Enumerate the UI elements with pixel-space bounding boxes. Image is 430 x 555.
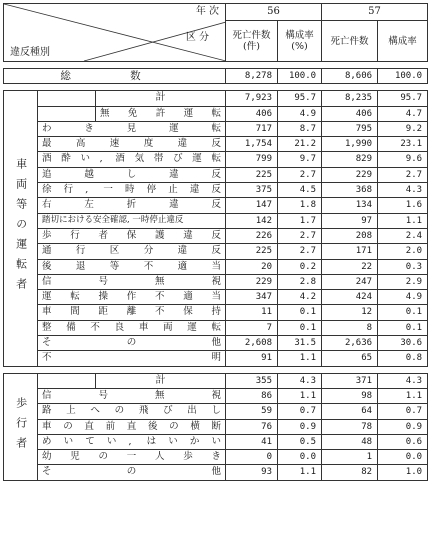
vehicle-violation-deaths-56: 142 (226, 213, 278, 228)
vehicle-violation-row (4, 274, 428, 289)
vehicle-violation-ratio-57: 30.6 (378, 336, 428, 351)
pedestrian-violation-deaths-57: 82 (322, 465, 378, 480)
vehicle-violation-deaths-57: 424 (322, 290, 378, 305)
pedestrian-subtotal-row (4, 373, 428, 388)
pedestrian-violation-ratio-57: 1.0 (378, 465, 428, 480)
vehicle-violation-row (4, 198, 428, 213)
vehicle-subtotal-label: 計 (96, 91, 226, 106)
vehicle-violation-deaths-56: 226 (226, 228, 278, 243)
mumenkyo-deaths-57: 406 (322, 106, 378, 121)
vehicle-violation-ratio-56: 4.5 (278, 183, 322, 198)
pedestrian-violation-deaths-56: 0 (226, 450, 278, 465)
vehicle-violation-label: 酒酔い, 酒気帯び運転 (38, 152, 226, 167)
pedestrian-violation-deaths-57: 78 (322, 419, 378, 434)
vehicle-violation-deaths-57: 229 (322, 167, 378, 182)
vehicle-violation-row (4, 121, 428, 136)
vehicle-violation-ratio-56: 4.2 (278, 290, 322, 305)
total-row (4, 69, 428, 84)
total-label: 総 数 (4, 69, 226, 84)
vehicle-violation-ratio-57: 2.4 (378, 228, 428, 243)
header-year-56: 56 (226, 4, 322, 21)
vehicle-violation-ratio-57: 2.0 (378, 244, 428, 259)
pedestrian-violation-deaths-57: 1 (322, 450, 378, 465)
header-ratio-56-text: 構成率 (%) (285, 30, 314, 52)
vehicle-violation-deaths-56: 2,608 (226, 336, 278, 351)
vehicle-violation-ratio-56: 8.7 (278, 121, 322, 136)
vehicle-violation-deaths-57: 134 (322, 198, 378, 213)
vehicle-subtotal-ratio-56: 95.7 (278, 91, 322, 106)
vehicle-violation-label: 通行区分違反 (38, 244, 226, 259)
pedestrian-violation-row (4, 465, 428, 480)
pedestrian-subtotal-deaths-57: 371 (322, 373, 378, 388)
vehicle-violation-label: 徐行, 一時停止違反 (38, 183, 226, 198)
vehicle-violation-row (4, 351, 428, 366)
pedestrian-violation-ratio-56: 1.1 (278, 465, 322, 480)
vehicle-violation-ratio-56: 0.1 (278, 320, 322, 335)
pedestrian-violation-ratio-56: 0.9 (278, 419, 322, 434)
vehicle-violation-label: 追越し違反 (38, 167, 226, 182)
pedestrian-violation-row (4, 450, 428, 465)
vehicle-violation-deaths-56: 91 (226, 351, 278, 366)
pedestrian-violation-ratio-56: 1.1 (278, 388, 322, 403)
vehicle-violation-deaths-57: 22 (322, 259, 378, 274)
pedestrian-subtotal-ratio-56: 4.3 (278, 373, 322, 388)
vehicle-subtotal-deaths-57: 8,235 (322, 91, 378, 106)
vehicle-violation-label: 歩行者保護違反 (38, 228, 226, 243)
vehicle-violation-label: 右左折違反 (38, 198, 226, 213)
vehicle-violation-ratio-57: 0.1 (378, 305, 428, 320)
pedestrian-violation-label: 路上への飛び出し (38, 404, 226, 419)
vehicle-violation-ratio-57: 9.6 (378, 152, 428, 167)
vehicle-violation-deaths-57: 208 (322, 228, 378, 243)
pedestrian-violation-deaths-56: 93 (226, 465, 278, 480)
vehicle-violation-deaths-56: 7 (226, 320, 278, 335)
vehicle-violation-ratio-57: 2.7 (378, 167, 428, 182)
pedestrian-violation-deaths-57: 64 (322, 404, 378, 419)
pedestrian-violation-deaths-57: 48 (322, 434, 378, 449)
pedestrian-violation-deaths-57: 98 (322, 388, 378, 403)
vehicle-subtotal-deaths-56: 7,923 (226, 91, 278, 106)
pedestrian-violation-ratio-56: 0.5 (278, 434, 322, 449)
vehicle-violation-label: 踏切における安全確認, 一時停止違反 (38, 213, 226, 228)
vehicle-violation-deaths-57: 795 (322, 121, 378, 136)
pedestrian-violation-ratio-57: 0.0 (378, 450, 428, 465)
vehicle-violation-deaths-57: 2,636 (322, 336, 378, 351)
total-ratio-56: 100.0 (278, 69, 322, 84)
vehicle-violation-label: 後退等不適当 (38, 259, 226, 274)
vehicle-violation-deaths-57: 829 (322, 152, 378, 167)
vehicle-violation-ratio-56: 2.8 (278, 274, 322, 289)
pedestrian-group-label: 歩行者 (4, 373, 38, 480)
vehicle-violation-ratio-56: 1.8 (278, 198, 322, 213)
vehicle-violation-deaths-56: 225 (226, 167, 278, 182)
pedestrian-violation-deaths-56: 41 (226, 434, 278, 449)
vehicle-violation-row (4, 228, 428, 243)
pedestrian-violation-ratio-57: 0.9 (378, 419, 428, 434)
header-kubun-label: 区 分 (185, 32, 210, 43)
vehicle-violation-ratio-56: 2.7 (278, 167, 322, 182)
pedestrian-violation-row (4, 419, 428, 434)
vehicle-violation-label: 不 明 (38, 351, 226, 366)
pedestrian-violation-ratio-57: 1.1 (378, 388, 428, 403)
pedestrian-subtotal-ratio-57: 4.3 (378, 373, 428, 388)
vehicle-violation-row (4, 244, 428, 259)
header-row-year (4, 4, 428, 21)
traffic-violation-table (3, 3, 428, 481)
vehicle-violation-deaths-57: 65 (322, 351, 378, 366)
pedestrian-violation-deaths-56: 86 (226, 388, 278, 403)
vehicle-subtotal-spacer (38, 91, 96, 106)
vehicle-violation-ratio-57: 0.1 (378, 320, 428, 335)
vehicle-violation-ratio-56: 0.2 (278, 259, 322, 274)
header-deaths-57: 死亡件数 (322, 21, 378, 62)
pedestrian-violation-label: 車の直前直後の横断 (38, 419, 226, 434)
vehicle-violation-ratio-56: 2.7 (278, 244, 322, 259)
pedestrian-violation-row (4, 434, 428, 449)
pedestrian-violation-label: 信号無視 (38, 388, 226, 403)
vehicle-violation-deaths-57: 171 (322, 244, 378, 259)
vehicle-violation-deaths-56: 375 (226, 183, 278, 198)
pedestrian-violation-label: めいてい, はいかい (38, 434, 226, 449)
header-deaths-56-text: 死亡件数 (件) (232, 30, 271, 52)
pedestrian-subtotal-spacer (38, 373, 96, 388)
total-ratio-57: 100.0 (378, 69, 428, 84)
pedestrian-subtotal-deaths-56: 355 (226, 373, 278, 388)
vehicle-violation-deaths-57: 368 (322, 183, 378, 198)
vehicle-violation-row (4, 183, 428, 198)
vehicle-violation-ratio-56: 1.1 (278, 351, 322, 366)
vehicle-violation-row (4, 137, 428, 152)
header-category-label: 違反種別 (10, 47, 50, 58)
vehicle-subtotal-ratio-57: 95.7 (378, 91, 428, 106)
vehicle-violation-label: わき見運転 (38, 121, 226, 136)
pedestrian-violation-row (4, 404, 428, 419)
total-deaths-56: 8,278 (226, 69, 278, 84)
mumenkyo-label: 無免許運転 (96, 106, 226, 121)
mumenkyo-deaths-56: 406 (226, 106, 278, 121)
vehicle-subtotal-row (4, 91, 428, 106)
vehicle-violation-deaths-57: 247 (322, 274, 378, 289)
vehicle-violation-label: そ の 他 (38, 336, 226, 351)
vehicle-violation-deaths-56: 799 (226, 152, 278, 167)
vehicle-violation-ratio-57: 2.9 (378, 274, 428, 289)
vehicle-violation-deaths-56: 11 (226, 305, 278, 320)
vehicle-violation-row (4, 152, 428, 167)
header-ratio-56 (278, 21, 322, 62)
header-year-label: 年 次 (195, 6, 220, 17)
vehicle-violation-row (4, 320, 428, 335)
pedestrian-subtotal-label: 計 (96, 373, 226, 388)
vehicle-violation-deaths-56: 229 (226, 274, 278, 289)
vehicle-violation-label: 車間距離不保持 (38, 305, 226, 320)
vehicle-violation-row (4, 336, 428, 351)
vehicle-violation-ratio-57: 0.8 (378, 351, 428, 366)
pedestrian-violation-deaths-56: 59 (226, 404, 278, 419)
pedestrian-violation-ratio-56: 0.7 (278, 404, 322, 419)
vehicle-violation-label: 整備不良車両運転 (38, 320, 226, 335)
vehicle-violation-ratio-57: 4.9 (378, 290, 428, 305)
vehicle-violation-ratio-56: 21.2 (278, 137, 322, 152)
mumenkyo-row (4, 106, 428, 121)
vehicle-violation-ratio-57: 4.3 (378, 183, 428, 198)
header-year-57: 57 (322, 4, 428, 21)
vehicle-violation-ratio-57: 9.2 (378, 121, 428, 136)
vehicle-violation-ratio-56: 9.7 (278, 152, 322, 167)
vehicle-violation-ratio-56: 2.7 (278, 228, 322, 243)
vehicle-violation-deaths-56: 717 (226, 121, 278, 136)
vehicle-violation-deaths-57: 8 (322, 320, 378, 335)
vehicle-violation-deaths-56: 147 (226, 198, 278, 213)
header-ratio-57: 構成率 (378, 21, 428, 62)
pedestrian-violation-deaths-56: 76 (226, 419, 278, 434)
vehicle-violation-deaths-56: 347 (226, 290, 278, 305)
vehicle-violation-label: 運転操作不適当 (38, 290, 226, 305)
vehicle-violation-deaths-57: 97 (322, 213, 378, 228)
vehicle-violation-ratio-57: 0.3 (378, 259, 428, 274)
vehicle-violation-ratio-56: 0.1 (278, 305, 322, 320)
vehicle-violation-row (4, 290, 428, 305)
pedestrian-violation-label: そ の 他 (38, 465, 226, 480)
vehicle-group-label: 車両等の運転者 (4, 91, 38, 366)
vehicle-violation-deaths-57: 1,990 (322, 137, 378, 152)
pedestrian-violation-row (4, 388, 428, 403)
vehicle-violation-ratio-57: 23.1 (378, 137, 428, 152)
pedestrian-violation-label: 幼児の一人歩き (38, 450, 226, 465)
vehicle-violation-ratio-56: 31.5 (278, 336, 322, 351)
vehicle-violation-ratio-56: 1.7 (278, 213, 322, 228)
vehicle-violation-deaths-57: 12 (322, 305, 378, 320)
vehicle-violation-label: 最高速度違反 (38, 137, 226, 152)
vehicle-violation-row (4, 305, 428, 320)
vehicle-violation-row (4, 167, 428, 182)
vehicle-violation-ratio-57: 1.6 (378, 198, 428, 213)
vehicle-violation-row (4, 213, 428, 228)
vehicle-violation-label: 信号無視 (38, 274, 226, 289)
pedestrian-violation-ratio-57: 0.6 (378, 434, 428, 449)
vehicle-violation-deaths-56: 20 (226, 259, 278, 274)
header-diagonal-cell (4, 4, 226, 62)
vehicle-violation-deaths-56: 225 (226, 244, 278, 259)
vehicle-violation-row (4, 259, 428, 274)
vehicle-violation-deaths-56: 1,754 (226, 137, 278, 152)
mumenkyo-ratio-57: 4.7 (378, 106, 428, 121)
pedestrian-violation-ratio-56: 0.0 (278, 450, 322, 465)
header-deaths-56 (226, 21, 278, 62)
total-deaths-57: 8,606 (322, 69, 378, 84)
mumenkyo-spacer (38, 106, 96, 121)
vehicle-violation-ratio-57: 1.1 (378, 213, 428, 228)
mumenkyo-ratio-56: 4.9 (278, 106, 322, 121)
pedestrian-violation-ratio-57: 0.7 (378, 404, 428, 419)
